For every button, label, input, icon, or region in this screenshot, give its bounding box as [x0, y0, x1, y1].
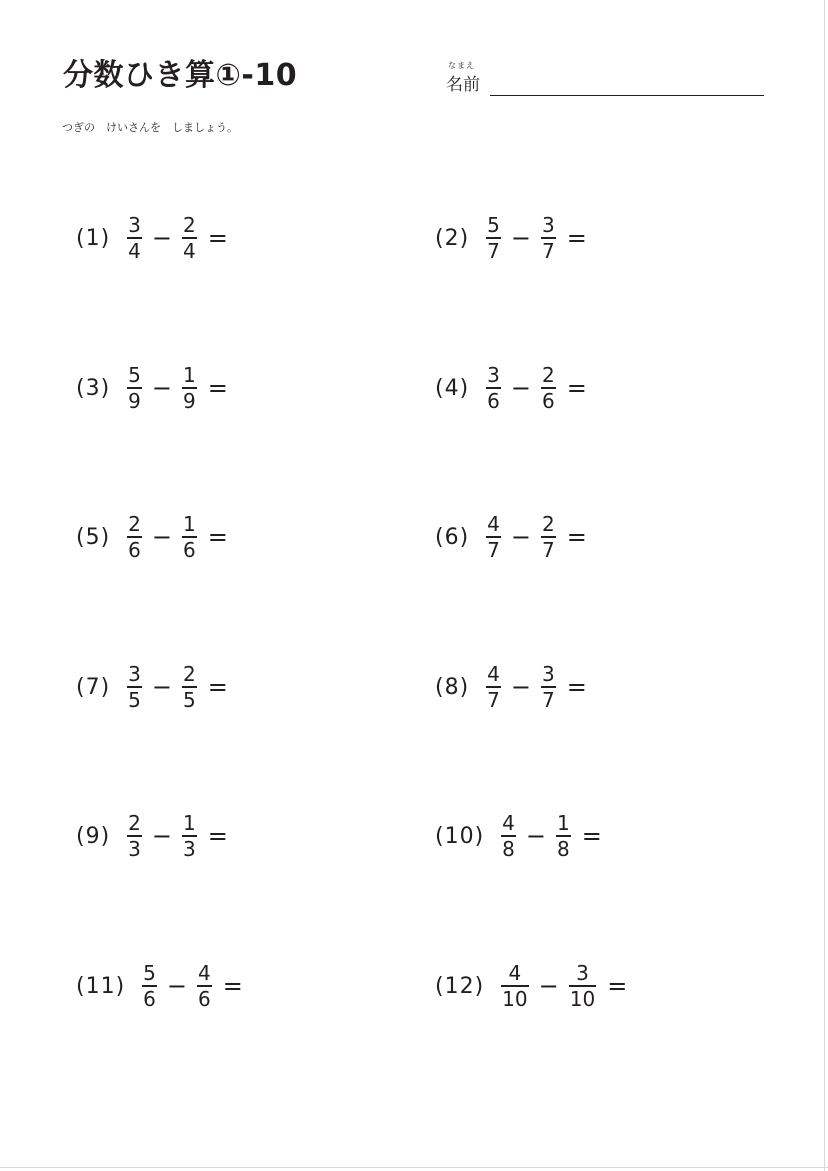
numerator: 1: [183, 811, 196, 835]
minus-sign: −: [510, 374, 532, 402]
problem-2: [435, 208, 587, 268]
fraction-subtrahend: [181, 214, 198, 262]
fraction-subtrahend: [181, 513, 198, 561]
numerator: 1: [557, 811, 570, 835]
problem-number: (3): [76, 375, 111, 401]
numerator: 4: [508, 961, 522, 985]
numerator: 3: [128, 662, 141, 686]
fraction-minuend: [126, 513, 143, 561]
denominator: 4: [183, 239, 196, 263]
denominator: 9: [128, 389, 141, 413]
numerator: 4: [502, 811, 515, 835]
problem-9: [76, 806, 228, 866]
fraction-minuend: [485, 364, 502, 412]
equals-sign: =: [207, 523, 228, 551]
name-write-line[interactable]: [490, 95, 764, 96]
numerator: 2: [183, 662, 196, 686]
problem-number: (5): [76, 524, 111, 550]
problem-number: (9): [76, 823, 111, 849]
problem-12: [435, 956, 627, 1016]
fraction-subtrahend: [540, 513, 557, 561]
equals-sign: =: [207, 224, 228, 252]
minus-sign: −: [151, 673, 173, 701]
denominator: 6: [198, 987, 211, 1011]
numerator: 1: [183, 512, 196, 536]
denominator: 6: [143, 987, 156, 1011]
numerator: 3: [542, 213, 555, 237]
fraction-subtrahend: [568, 962, 597, 1010]
problem-number: (2): [435, 225, 470, 251]
denominator: 4: [128, 239, 141, 263]
denominator: 3: [128, 837, 141, 861]
minus-sign: −: [510, 523, 532, 551]
problem-1: [76, 208, 228, 268]
denominator: 6: [542, 389, 555, 413]
numerator: 3: [576, 961, 589, 985]
denominator: 7: [487, 538, 500, 562]
page-edge-right: [824, 0, 825, 1171]
instruction-text: つぎの けいさんを しましょう。: [62, 121, 238, 134]
equals-sign: =: [566, 224, 587, 252]
denominator: 6: [128, 538, 141, 562]
denominator: 7: [487, 239, 500, 263]
minus-sign: −: [151, 523, 173, 551]
equals-sign: =: [566, 374, 587, 402]
name-ruby: なまえ: [448, 61, 475, 70]
problem-number: (7): [76, 674, 111, 700]
problem-5: [76, 507, 228, 567]
numerator: 2: [542, 512, 555, 536]
numerator: 2: [128, 811, 141, 835]
minus-sign: −: [510, 673, 532, 701]
problem-number: (12): [435, 973, 485, 999]
equals-sign: =: [207, 374, 228, 402]
equals-sign: =: [566, 673, 587, 701]
numerator: 2: [542, 363, 555, 387]
problem-3: [76, 358, 228, 418]
fraction-minuend: [141, 962, 158, 1010]
equals-sign: =: [207, 822, 228, 850]
fraction-subtrahend: [196, 962, 213, 1010]
fraction-subtrahend: [540, 663, 557, 711]
fraction-minuend: [500, 962, 529, 1010]
minus-sign: −: [151, 374, 173, 402]
problem-number: (6): [435, 524, 470, 550]
equals-sign: =: [207, 673, 228, 701]
fraction-minuend: [126, 364, 143, 412]
fraction-minuend: [485, 663, 502, 711]
numerator: 3: [542, 662, 555, 686]
fraction-minuend: [500, 812, 517, 860]
problem-number: (11): [76, 973, 126, 999]
problem-number: (8): [435, 674, 470, 700]
fraction-minuend: [126, 812, 143, 860]
denominator: 9: [183, 389, 196, 413]
denominator: 10: [502, 987, 528, 1011]
fraction-subtrahend: [540, 364, 557, 412]
problem-number: (10): [435, 823, 485, 849]
equals-sign: =: [581, 822, 602, 850]
fraction-minuend: [126, 663, 143, 711]
denominator: 7: [542, 538, 555, 562]
fraction-subtrahend: [181, 812, 198, 860]
denominator: 8: [557, 837, 570, 861]
numerator: 4: [487, 662, 500, 686]
fraction-subtrahend: [181, 663, 198, 711]
equals-sign: =: [607, 972, 628, 1000]
denominator: 7: [542, 688, 555, 712]
fraction-subtrahend: [555, 812, 572, 860]
fraction-minuend: [485, 214, 502, 262]
problem-4: [435, 358, 587, 418]
fraction-minuend: [126, 214, 143, 262]
problem-7: [76, 657, 228, 717]
denominator: 6: [183, 538, 196, 562]
name-field[interactable]: [446, 60, 766, 100]
numerator: 5: [143, 961, 156, 985]
minus-sign: −: [525, 822, 547, 850]
denominator: 7: [487, 688, 500, 712]
problem-10: [435, 806, 602, 866]
denominator: 10: [569, 987, 596, 1011]
denominator: 3: [183, 837, 196, 861]
name-label: 名前: [446, 75, 480, 95]
numerator: 1: [183, 363, 196, 387]
numerator: 2: [183, 213, 196, 237]
minus-sign: −: [151, 224, 173, 252]
equals-sign: =: [566, 523, 587, 551]
minus-sign: −: [151, 822, 173, 850]
problem-11: [76, 956, 243, 1016]
minus-sign: −: [510, 224, 532, 252]
numerator: 3: [128, 213, 141, 237]
problem-8: [435, 657, 587, 717]
numerator: 4: [198, 961, 211, 985]
numerator: 5: [487, 213, 500, 237]
numerator: 3: [487, 363, 500, 387]
denominator: 8: [502, 837, 515, 861]
minus-sign: −: [166, 972, 188, 1000]
denominator: 5: [128, 688, 141, 712]
fraction-subtrahend: [181, 364, 198, 412]
numerator: 4: [487, 512, 500, 536]
numerator: 5: [128, 363, 141, 387]
minus-sign: −: [538, 972, 559, 1000]
problem-6: [435, 507, 587, 567]
fraction-minuend: [485, 513, 502, 561]
numerator: 2: [128, 512, 141, 536]
worksheet-title: 分数ひき算①-10: [63, 58, 298, 93]
denominator: 6: [487, 389, 500, 413]
equals-sign: =: [222, 972, 243, 1000]
denominator: 5: [183, 688, 196, 712]
denominator: 7: [542, 239, 555, 263]
page-edge-bottom: [0, 1167, 828, 1168]
problem-number: (4): [435, 375, 470, 401]
fraction-subtrahend: [540, 214, 557, 262]
problem-number: (1): [76, 225, 111, 251]
